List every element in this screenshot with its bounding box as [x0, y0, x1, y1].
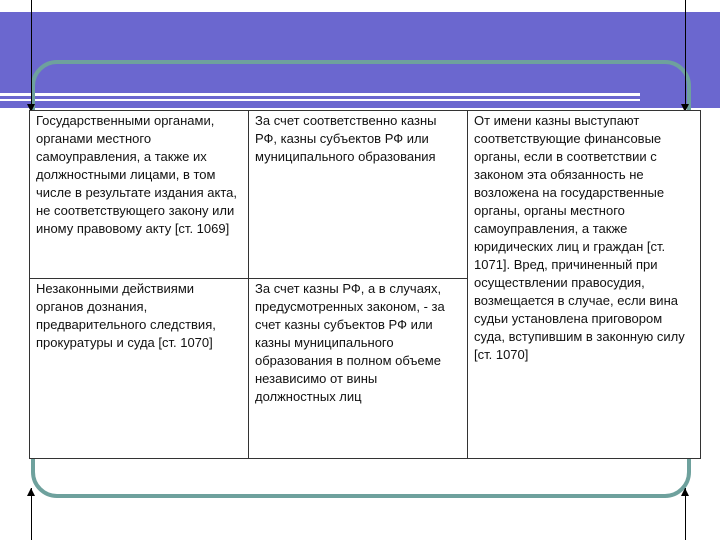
right-up-arrow-icon: [681, 488, 689, 496]
table-cell-treasury-representation: От имени казны выступают соответствующие финансовые органы, если в соответствии с законом эта обязанность не возложена на государственные органы, органы местного самоуправления, а также юридических лиц и граждан [ст. 1071]. Вред, причиненный при осуществлении правосудия, возмещается в случае, если вина судьи установлена приговором суда, вступившим в законную силу [ст. 1070]: [468, 111, 701, 459]
left-up-arrow-icon: [27, 488, 35, 496]
table-row: [30, 111, 701, 279]
table-cell-federal-treasury-source: За счет казны РФ, а в случаях, предусмотренных законом, - за счет казны субъектов РФ или казны муниципального образования в полном объеме независимо от вины должностных лиц: [249, 279, 468, 459]
right-top-guide-line: [685, 0, 686, 112]
table-cell-unlawful-actions: Незаконными действиями органов дознания, предварительного следствия, прокуратуры и суда [ст. 1070]: [30, 279, 249, 459]
table-cell-state-bodies: Государственными органами, органами местного самоуправления, а также их должностными лицами, в том числе в результате издания акта, не соответствующего закону или иному правовому акту [ст. 1069]: [30, 111, 249, 279]
liability-table: [29, 110, 701, 459]
left-top-guide-line: [31, 0, 32, 112]
table-cell-treasury-source: За счет соответственно казны РФ, казны субъектов РФ или муниципального образования: [249, 111, 468, 279]
